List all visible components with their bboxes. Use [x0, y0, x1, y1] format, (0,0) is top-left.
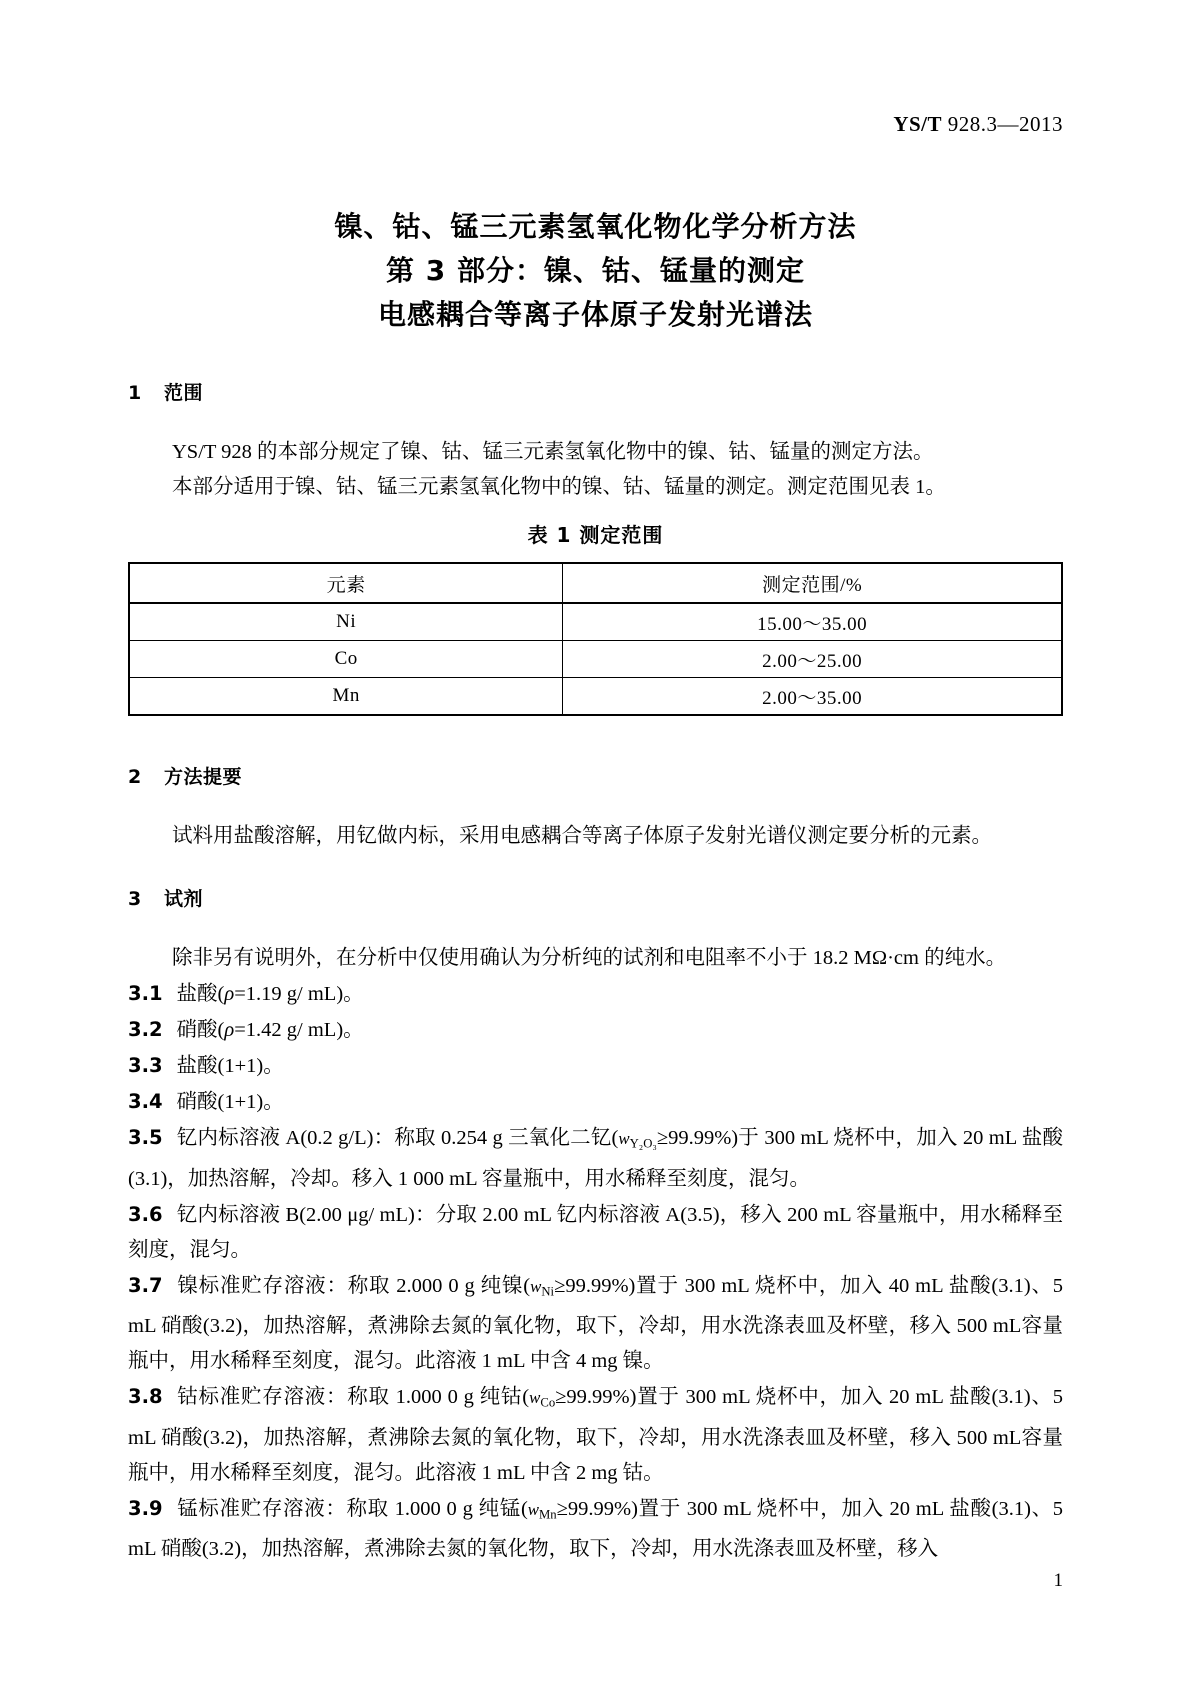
table-measurement-range [128, 562, 1063, 716]
document-title [128, 205, 1063, 337]
reagent-text-segment-2: ≥99.99%)置于 300 mL 烧杯中，加入 40 mL 盐酸(3.1)、5 mL 硝酸(3.2)，加热溶解，煮沸除去氮的氧化物，取下，冷却，用水洗涤表皿及杯壁，移入 500 mL容量瓶中，用水稀释至刻度，混匀。此溶液 1 mL 中含 4 mg 镍。 [128, 1274, 1063, 1373]
reagent-text-segment-1: 钴标准贮存溶液：称取 1.000 0 g 纯钴( [176, 1386, 530, 1409]
w-subscript: Y₂O₃ [629, 1136, 657, 1151]
reagent-index: 3.9 [128, 1496, 163, 1520]
reagent-text-segment-1: 镍标准贮存溶液：称取 2.000 0 g 纯镍( [176, 1274, 531, 1297]
reagent-text-segment-1: 锰标准贮存溶液：称取 1.000 0 g 纯锰( [176, 1497, 528, 1520]
table-header-element: 元素 [129, 563, 563, 603]
page-header [128, 112, 1063, 138]
reagent-index: 3.2 [128, 1018, 163, 1041]
reagent-index: 3.6 [128, 1202, 163, 1226]
table-1-caption: 表 1 测定范围 [527, 523, 664, 547]
cell-element: Co [129, 641, 563, 678]
title-line-2: 第 3 部分：镍、钴、锰量的测定 [386, 254, 805, 287]
w-subscript: Mn [539, 1507, 557, 1522]
reagent-text-suffix: =1.19 g/ mL)。 [234, 983, 364, 1005]
table-header-range: 测定范围/% [563, 563, 1062, 603]
reagent-item-3-3 [128, 1048, 1063, 1084]
clause-number-1: 1 [128, 382, 142, 404]
scope-paragraph-1: YS/T 928 的本部分规定了镍、钴、锰三元素氢氧化物中的镍、钴、锰量的测定方法。 [172, 441, 934, 463]
table-row [129, 678, 1062, 716]
rho-symbol: ρ [224, 1019, 235, 1041]
w-subscript: Ni [541, 1284, 555, 1299]
w-symbol: w [529, 1388, 541, 1408]
cell-range: 2.00～25.00 [563, 641, 1062, 678]
reagent-index: 3.7 [128, 1273, 163, 1297]
w-symbol: w [618, 1129, 630, 1148]
reagent-item-3-2 [128, 1012, 1063, 1048]
reagent-text-segment-2: ≥99.99%)置于 300 mL 烧杯中，加入 20 mL 盐酸(3.1)、5 mL 硝酸(3.2)，加热溶解，煮沸除去氮的氧化物，取下，冷却，用水洗涤表皿及杯壁，移入 500 mL容量瓶中，用水稀释至刻度，混匀。此溶液 1 mL 中含 2 mg 钴。 [128, 1386, 1063, 1484]
reagents-intro: 除非另有说明外，在分析中仅使用确认为分析纯的试剂和电阻率不小于 18.2 MΩ·cm 的纯水。 [172, 947, 1007, 969]
cell-element: Ni [129, 603, 563, 641]
reagent-text-suffix: =1.42 g/ mL)。 [234, 1019, 364, 1041]
reagent-item-3-6 [128, 1197, 1063, 1268]
reagent-index: 3.3 [128, 1054, 163, 1077]
page-number: 1 [1053, 1570, 1063, 1591]
reagent-index: 3.4 [128, 1090, 163, 1113]
reagent-text-segment-2: ≥99.99%)置于 300 mL 烧杯中，加入 20 mL 盐酸(3.1)、5 mL 硝酸(3.2)，加热溶解，煮沸除去氮的氧化物，取下，冷却，用水洗涤表皿及杯壁，移入 [128, 1497, 1063, 1561]
reagent-item-3-4 [128, 1084, 1063, 1120]
reagent-index: 3.5 [128, 1126, 163, 1149]
clause-heading-3 [128, 884, 1063, 911]
clause-number-3: 3 [128, 888, 142, 910]
reagent-item-3-7 [128, 1268, 1063, 1380]
document-body [128, 378, 1063, 1567]
cell-range: 2.00～35.00 [563, 678, 1062, 716]
title-line-1: 镍、钴、锰三元素氢氧化物化学分析方法 [334, 210, 857, 243]
reagent-text: 硝酸(1+1)。 [176, 1091, 284, 1113]
reagent-text-prefix: 盐酸( [176, 983, 225, 1005]
clause-title-1: 范围 [164, 382, 204, 404]
reagent-text-prefix: 硝酸( [176, 1019, 225, 1041]
table-row [129, 603, 1062, 641]
reagent-item-3-1 [128, 976, 1063, 1012]
reagent-index: 3.8 [128, 1385, 163, 1409]
title-line-3: 电感耦合等离子体原子发射光谱法 [377, 298, 813, 331]
w-subscript: Co [540, 1395, 556, 1410]
table-header-row [129, 563, 1062, 603]
rho-symbol: ρ [224, 983, 235, 1005]
reagent-text-segment-2: ≥99.99%)于 300 mL 烧杯中，加入 20 mL 盐酸(3.1)，加热溶解，冷却。移入 1 000 mL 容量瓶中，用水稀释至刻度，混匀。 [128, 1127, 1063, 1190]
clause-title-3: 试剂 [164, 888, 204, 910]
clause-heading-1 [128, 378, 1063, 405]
page-footer [128, 1570, 1063, 1592]
standard-prefix: YS/T [893, 112, 942, 136]
clause-title-2: 方法提要 [164, 766, 243, 788]
reagent-index: 3.1 [128, 982, 163, 1005]
clause-number-2: 2 [128, 766, 142, 788]
reagent-text: 盐酸(1+1)。 [176, 1055, 284, 1077]
scope-paragraph-2: 本部分适用于镍、钴、锰三元素氢氧化物中的镍、钴、锰量的测定。测定范围见表 1。 [172, 476, 946, 498]
reagent-text-segment-1: 钇内标溶液 A(0.2 g/L)：称取 0.254 g 三氧化二钇( [176, 1127, 619, 1149]
reagent-item-3-9 [128, 1491, 1063, 1568]
cell-range: 15.00～35.00 [563, 603, 1062, 641]
w-symbol: w [527, 1499, 539, 1519]
cell-element: Mn [129, 678, 563, 716]
standard-number: 928.3—2013 [947, 112, 1063, 136]
method-summary-paragraph: 试料用盐酸溶解，用钇做内标，采用电感耦合等离子体原子发射光谱仪测定要分析的元素。 [172, 825, 992, 847]
reagent-item-3-5 [128, 1120, 1063, 1197]
w-symbol: w [530, 1276, 542, 1296]
table-row [129, 641, 1062, 678]
reagent-text: 钇内标溶液 B(2.00 μg/ mL)：分取 2.00 mL 钇内标溶液 A(3.5)，移入 200 mL 容量瓶中，用水稀释至刻度，混匀。 [128, 1203, 1063, 1261]
reagent-item-3-8 [128, 1379, 1063, 1491]
clause-heading-2 [128, 762, 1063, 789]
